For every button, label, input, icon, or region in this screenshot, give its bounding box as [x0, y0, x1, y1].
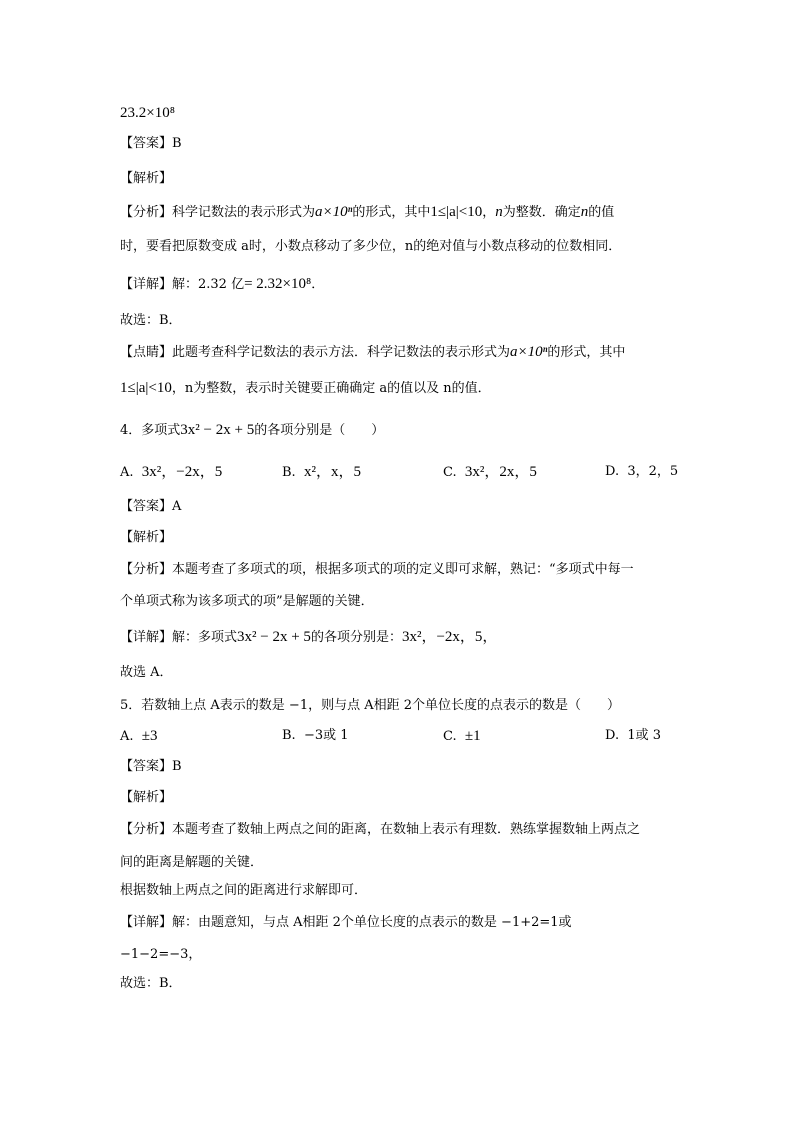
q3-choose: 故选：B． — [120, 313, 182, 328]
formula: 3x² − 2x + 5 — [237, 629, 311, 645]
formula: a×10ⁿ — [315, 204, 353, 220]
q5-detail-line1: 【详解】解：由题意知，与点 A相距 2个单位长度的点表示的数是 −1+2=1或 — [120, 915, 572, 930]
option-label: A. — [120, 465, 134, 480]
formula: = 2.32×10⁸ — [244, 276, 312, 292]
q4-choose: 故选 A． — [120, 665, 173, 680]
text-run: 为整数．确定 — [502, 205, 581, 220]
q3-detail — [120, 275, 324, 294]
previous-option-fragment: 23.2×10⁸ — [120, 105, 175, 121]
option-text: x²，x，5 — [303, 464, 361, 480]
q5-option-b — [282, 727, 349, 745]
q5-option-a — [120, 727, 158, 746]
q4-fenxi-line1: 【分析】本题考查了多项式的项，根据多项式的项的定义即可求解，熟记：“多项式中每一 — [120, 562, 634, 577]
q4-option-d — [605, 463, 678, 481]
text-run: 的值 — [588, 205, 615, 220]
q5-option-d — [605, 727, 661, 745]
option-label: D. — [605, 464, 620, 479]
q4-stem — [120, 421, 384, 440]
q5-fenxi-line2: 间的距离是解题的关键． — [120, 855, 264, 870]
text-run: 【详解】解：多项式 — [120, 630, 238, 645]
text-run: 的各项分别是： — [310, 630, 402, 645]
q5-fenxi-line3: 根据数轴上两点之间的距离进行求解即可． — [120, 883, 368, 898]
text-run: 【点睛】此题考查科学记数法的表示方法．科学记数法的表示形式为 — [120, 345, 511, 360]
text-run: 的各项分别是（ ） — [254, 423, 385, 438]
q3-fenxi-line1 — [120, 203, 614, 222]
formula: a×10ⁿ — [510, 344, 548, 360]
q5-choose: 故选：B． — [120, 976, 182, 991]
q4-option-c — [443, 463, 537, 482]
formula: 1≤|a|<10 — [430, 204, 483, 220]
text-run: 【详解】解：2.32 亿 — [120, 277, 245, 292]
q3-answer: 【答案】B — [120, 136, 182, 151]
q5-option-c — [443, 727, 481, 746]
q3-analysis-heading: 【解析】 — [120, 171, 173, 186]
q3-dianjing-line1 — [120, 343, 625, 362]
q4-analysis-heading: 【解析】 — [120, 530, 173, 545]
option-label: B. — [282, 728, 296, 743]
formula: 3x² − 2x + 5 — [180, 422, 255, 438]
option-text: 3x²，−2x，5 — [141, 464, 223, 480]
option-text: ±3 — [141, 728, 158, 744]
q3-dianjing-line2 — [120, 379, 491, 398]
q5-detail-line2: −1−2=−3， — [120, 947, 202, 962]
formula: n — [495, 204, 503, 220]
text-run: ， — [482, 205, 496, 220]
text-run: 的形式，其中 — [547, 345, 626, 360]
option-label: C. — [443, 729, 457, 744]
option-text: ±1 — [464, 728, 481, 744]
formula: n — [580, 204, 589, 220]
q5-analysis-heading: 【解析】 — [120, 790, 173, 805]
text-run: 的形式，其中 — [352, 205, 431, 220]
q4-option-b — [282, 463, 361, 482]
q5-stem: 5．若数轴上点 A表示的数是 −1，则与点 A相距 2个单位长度的点表示的数是（ ） — [120, 698, 621, 713]
q4-fenxi-line2: 个单项式称为该多项式的项”是解题的关键． — [120, 594, 374, 609]
q4-option-a — [120, 463, 222, 482]
question-number: 4．多项式 — [120, 423, 181, 438]
option-label: A. — [120, 729, 134, 744]
option-label: D. — [605, 728, 620, 743]
option-text: 3，2，5 — [627, 464, 679, 479]
q4-detail — [120, 628, 497, 647]
option-label: B. — [282, 465, 296, 480]
option-text: 3x²，2x，5 — [464, 464, 537, 480]
text-run: ． — [311, 277, 325, 292]
q4-answer: 【答案】A — [120, 499, 182, 514]
q5-fenxi-line1: 【分析】本题考查了数轴上两点之间的距离，在数轴上表示有理数．熟练掌握数轴上两点之 — [120, 822, 641, 837]
option-text: −3或 1 — [303, 728, 349, 743]
q5-answer: 【答案】B — [120, 759, 182, 774]
option-label: C. — [443, 465, 457, 480]
text-run: 【分析】科学记数法的表示形式为 — [120, 205, 316, 220]
option-text: 1或 3 — [627, 728, 662, 743]
formula: 1≤|a|<10 — [120, 380, 172, 396]
formula: 3x²，−2x，5， — [401, 629, 498, 645]
text-run: ，n为整数，表示时关键要正确确定 a的值以及 n的值． — [171, 381, 491, 396]
q3-fenxi-line2: 时，要看把原数变成 a时，小数点移动了多少位，n的绝对值与小数点移动的位数相同． — [120, 239, 622, 254]
